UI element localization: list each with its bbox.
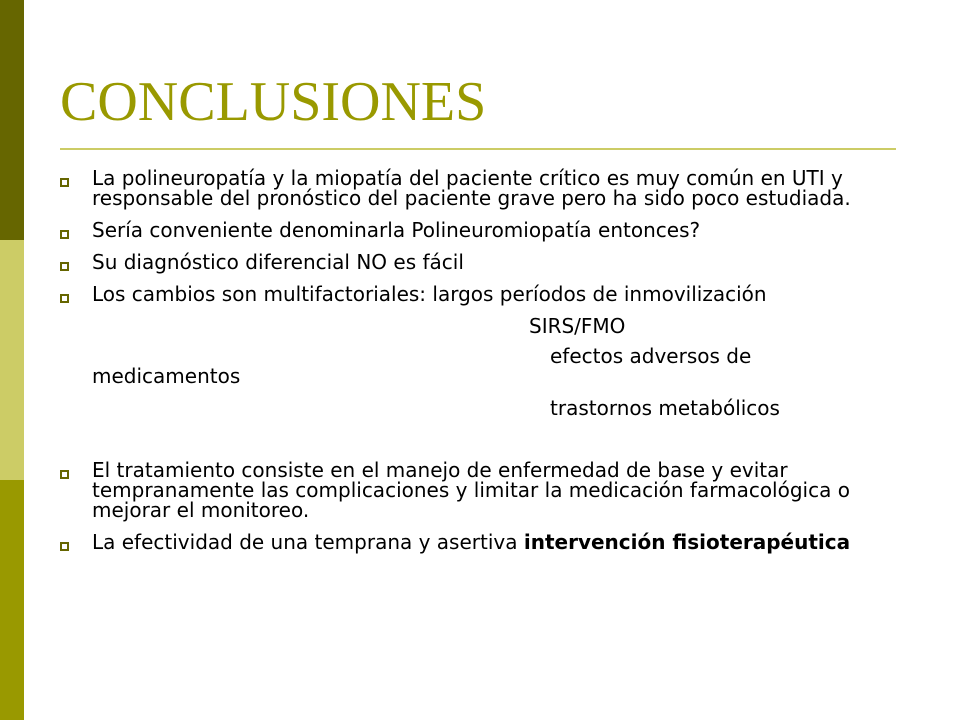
square-bullet-icon [60,262,69,271]
bullet-text: Los cambios son multifactoriales: largos períodos de inmovilización [92,282,767,306]
side-bar-middle [0,240,24,480]
square-bullet-icon [60,542,69,551]
bullet-text: La efectividad de una temprana y asertiva [92,530,524,554]
bullet-item [60,252,870,272]
sub-cause-line: medicamentos [92,364,241,388]
sub-cause-metabolic: trastornos metabólicos [550,396,780,420]
sub-cause-sirs: SIRS/FMO [529,314,626,338]
slide-title: CONCLUSIONES [60,71,487,133]
bullet-text: Sería conveniente denominarla Polineuromiopatía entonces? [92,218,701,242]
title-divider [60,148,896,150]
bullet-item [60,220,870,240]
bullet-item [60,284,870,304]
bullet-list [60,168,870,564]
bullet-text: Su diagnóstico diferencial NO es fácil [92,250,464,274]
side-bar-bottom [0,480,24,720]
bullet-text: La polineuropatía y la miopatía del paciente crítico es muy común en UTI y responsable del pronóstico del paciente grave pero ha sido poco estudiada. [92,166,851,210]
side-bar-top [0,0,24,240]
bullet-item [60,460,870,520]
square-bullet-icon [60,294,69,303]
bullet-text-bold: intervención fisioterapéutica [523,530,851,554]
square-bullet-icon [60,470,69,479]
bullet-text: El tratamiento consiste en el manejo de enfermedad de base y evitar tempranamente las complicaciones y limitar la medicación farmacológica o mejorar el monitoreo. [92,458,850,522]
square-bullet-icon [60,178,69,187]
bullet-item [60,532,870,552]
sub-cause-medications [60,346,870,386]
bullet-item [60,168,870,208]
sub-cause-line: efectos adversos de [550,344,752,368]
square-bullet-icon [60,230,69,239]
